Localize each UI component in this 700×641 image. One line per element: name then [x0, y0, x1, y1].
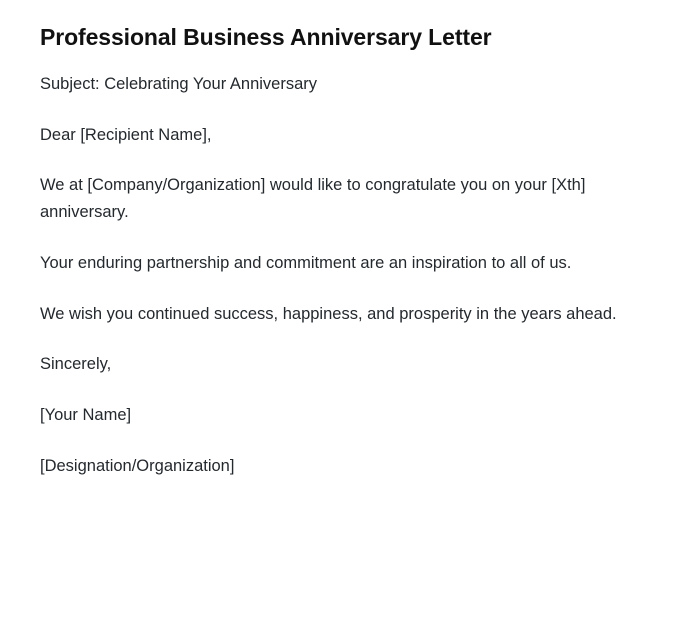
letter-body-paragraph-3: We wish you continued success, happiness, and prosperity in the years ahead. — [40, 304, 617, 323]
letter-salutation: Dear [Recipient Name], — [40, 125, 212, 144]
letter-closing: Sincerely, — [40, 355, 112, 374]
page-title: Professional Business Anniversary Letter — [40, 24, 492, 50]
letter-signature-name: [Your Name] — [40, 406, 132, 425]
letter-body-paragraph-2: Your enduring partnership and commitment are an inspiration to all of us. — [40, 253, 572, 272]
letter-signature-designation: [Designation/Organization] — [40, 456, 235, 475]
letter-body-paragraph-1: We at [Company/Organization] would like to congratulate you on your [Xth] anniversary. — [40, 176, 586, 222]
letter-subject-line: Subject: Celebrating Your Anniversary — [40, 75, 318, 94]
